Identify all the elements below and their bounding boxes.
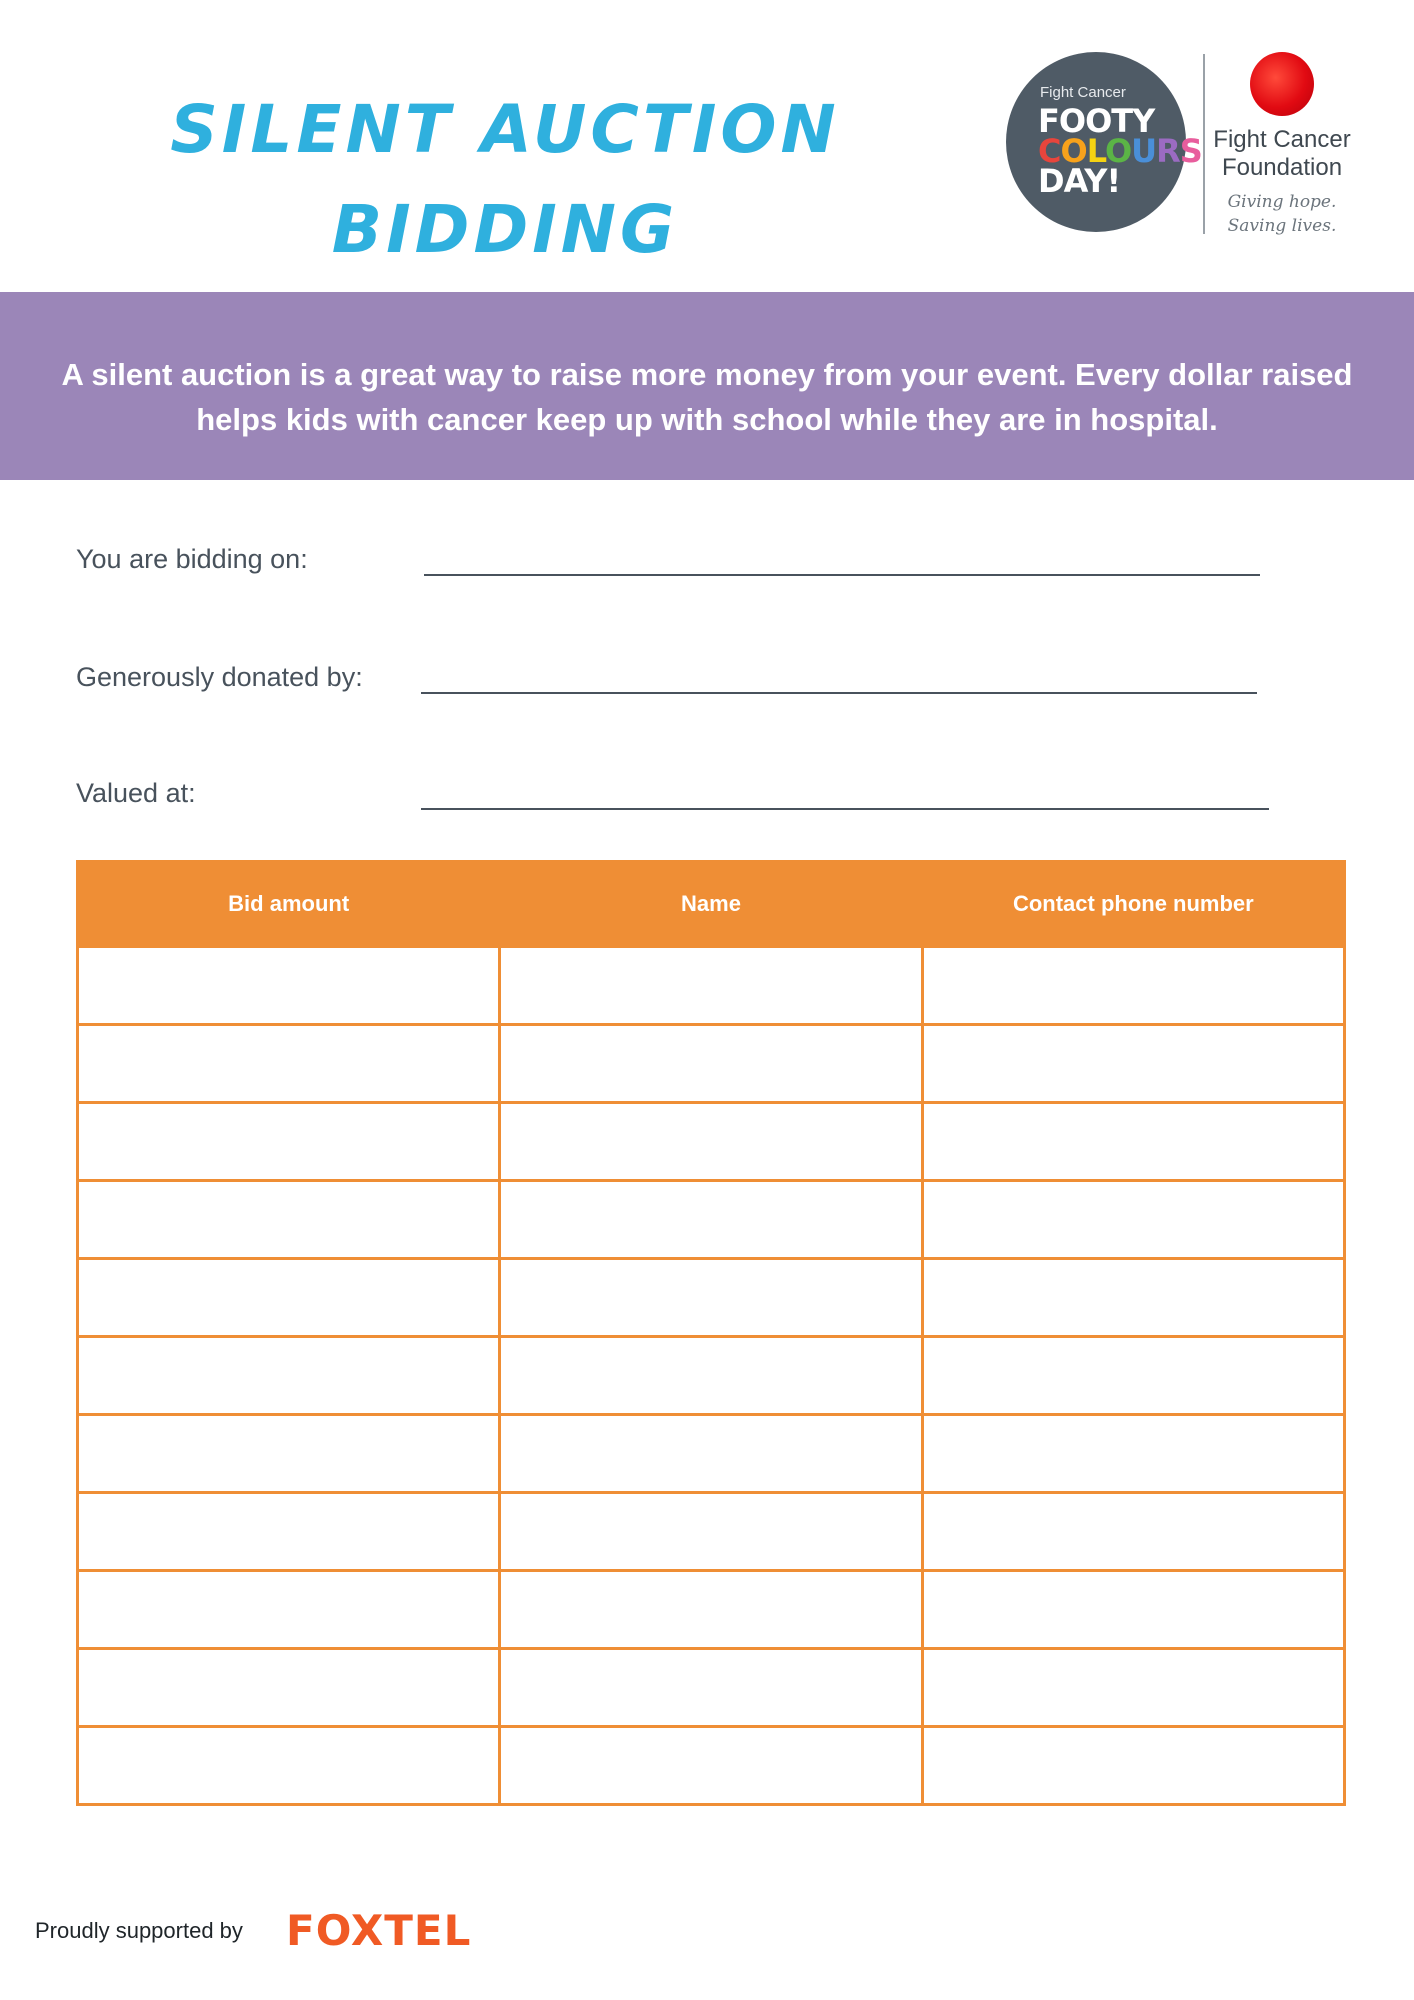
phone-cell[interactable]: [922, 1727, 1344, 1805]
bid-amount-cell[interactable]: [78, 1259, 500, 1337]
banner-line-2: helps kids with cancer keep up with school while they are in hospital.: [196, 402, 1218, 437]
supported-by-label: Proudly supported by: [35, 1918, 243, 1943]
name-cell[interactable]: [500, 1181, 922, 1259]
bidding-on-label: You are bidding on:: [76, 544, 308, 574]
name-cell[interactable]: [500, 1571, 922, 1649]
bids-table: [76, 860, 1346, 1806]
foxtel-logo: FOXTEL: [286, 1906, 472, 1955]
name-cell[interactable]: [500, 1727, 922, 1805]
fcf-tagline-line-2: Saving lives.: [1227, 216, 1337, 236]
donated-by-label: Generously donated by:: [76, 662, 363, 692]
fcd-logo-line-1: FOOTY: [1038, 102, 1155, 140]
table-row: [78, 1727, 1345, 1805]
bidding-on-line[interactable]: [424, 574, 1260, 576]
bid-amount-cell[interactable]: [78, 1649, 500, 1727]
table-row: [78, 1025, 1345, 1103]
bid-amount-cell[interactable]: [78, 1727, 500, 1805]
bid-amount-cell[interactable]: [78, 1415, 500, 1493]
valued-at-line[interactable]: [421, 808, 1269, 810]
header-bid-amount: Bid amount: [78, 862, 500, 947]
table-row: [78, 1571, 1345, 1649]
name-cell[interactable]: [500, 1103, 922, 1181]
info-banner-text: [40, 352, 1374, 442]
fight-cancer-tagline: [1212, 190, 1352, 238]
table-row: [78, 1493, 1345, 1571]
phone-cell[interactable]: [922, 1415, 1344, 1493]
donated-by-line[interactable]: [421, 692, 1257, 694]
phone-cell[interactable]: [922, 1649, 1344, 1727]
phone-cell[interactable]: [922, 1181, 1344, 1259]
name-cell[interactable]: [500, 1493, 922, 1571]
table-row: [78, 1259, 1345, 1337]
header-contact-phone: Contact phone number: [922, 862, 1344, 947]
phone-cell[interactable]: [922, 1103, 1344, 1181]
fcd-letter: O: [1060, 132, 1087, 170]
bid-amount-cell[interactable]: [78, 947, 500, 1025]
fcd-letter: U: [1131, 132, 1157, 170]
fight-cancer-ball-icon: [1250, 52, 1314, 116]
fight-cancer-foundation-logo-text: [1212, 126, 1352, 182]
table-row: [78, 1649, 1345, 1727]
name-cell[interactable]: [500, 1415, 922, 1493]
fcd-letter: S: [1179, 132, 1202, 170]
fcf-name-line-2: Foundation: [1221, 154, 1343, 181]
bid-amount-cell[interactable]: [78, 1181, 500, 1259]
bid-amount-cell[interactable]: [78, 1493, 500, 1571]
fcf-name-line-1: Fight Cancer: [1213, 126, 1351, 153]
table-row: [78, 1103, 1345, 1181]
table-row: [78, 1337, 1345, 1415]
phone-cell[interactable]: [922, 1025, 1344, 1103]
bid-amount-cell[interactable]: [78, 1025, 500, 1103]
footy-colours-day-logo: [1006, 52, 1202, 232]
fcd-letter: L: [1086, 132, 1105, 170]
fcd-logo-small-text: Fight Cancer: [1040, 84, 1126, 101]
phone-cell[interactable]: [922, 1493, 1344, 1571]
phone-cell[interactable]: [922, 947, 1344, 1025]
name-cell[interactable]: [500, 1259, 922, 1337]
name-cell[interactable]: [500, 1025, 922, 1103]
phone-cell[interactable]: [922, 1571, 1344, 1649]
phone-cell[interactable]: [922, 1337, 1344, 1415]
name-cell[interactable]: [500, 1649, 922, 1727]
fcf-tagline-line-1: Giving hope.: [1227, 192, 1337, 212]
table-row: [78, 947, 1345, 1025]
fcd-letter: R: [1156, 132, 1180, 170]
table-row: [78, 1415, 1345, 1493]
bid-amount-cell[interactable]: [78, 1103, 500, 1181]
bid-amount-cell[interactable]: [78, 1337, 500, 1415]
fcd-letter: C: [1038, 132, 1061, 170]
name-cell[interactable]: [500, 947, 922, 1025]
logo-divider: [1203, 54, 1205, 234]
header-name: Name: [500, 862, 922, 947]
banner-line-1: A silent auction is a great way to raise more money from your event. Every dollar raised: [61, 357, 1353, 392]
phone-cell[interactable]: [922, 1259, 1344, 1337]
bids-table-header: [78, 862, 1345, 947]
fcd-logo-line-3: DAY!: [1038, 162, 1121, 200]
title-line-1: SILENT AUCTION BIDDING: [170, 91, 840, 268]
bid-amount-cell[interactable]: [78, 1571, 500, 1649]
name-cell[interactable]: [500, 1337, 922, 1415]
fcd-letter: O: [1104, 132, 1132, 170]
table-row: [78, 1181, 1345, 1259]
valued-at-label: Valued at:: [76, 778, 196, 808]
